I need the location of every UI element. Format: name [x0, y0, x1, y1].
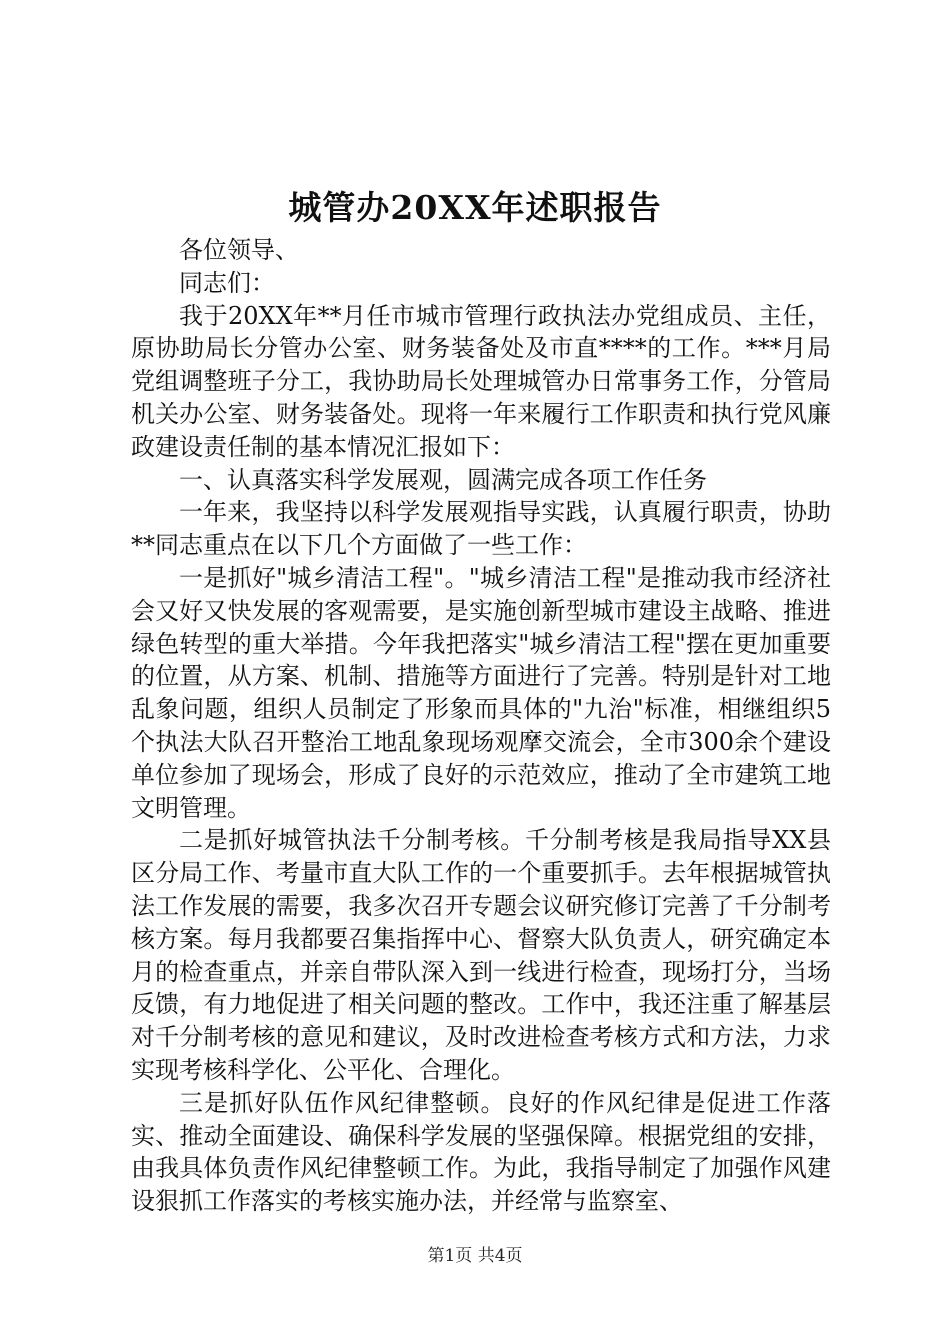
salutation-line-1: 各位领导、 — [179, 236, 299, 264]
intro-paragraph: 我于20XX年**月任市城市管理行政执法办党组成员、主任，原协助局长分管办公室、财务装备处及市直****的工作。***月局党组调整班子分工，我协助局长处理城管办日常事务工作，分管局机关办公室、财务装备处。现将一年来履行工作职责和执行党风廉政建设责任制的基本情况汇报如下： — [131, 301, 831, 461]
section-intro-paragraph: 一年来，我坚持以科学发展观指导实践，认真履行职责，协助**同志重点在以下几个方面做了一些工作： — [131, 498, 831, 560]
point-three-paragraph: 三是抓好队伍作风纪律整顿。良好的作风纪律是促进工作落实、推动全面建设、确保科学发展的坚强保障。根据党组的安排，由我具体负责作风纪律整顿工作。为此，我指导制定了加强作风建设狠抓工作落实的考核实施办法，并经常与监察室、 — [131, 1088, 831, 1216]
section-heading: 一、认真落实科学发展观，圆满完成各项工作任务 — [179, 465, 707, 494]
point-two-paragraph: 二是抓好城管执法千分制考核。千分制考核是我局指导XX县区分局工作、考量市直大队工作的一个重要抓手。去年根据城管执法工作发展的需要，我多次召开专题会议研究修订完善了千分制考核方案。每月我都要召集指挥中心、督察大队负责人，研究确定本月的检查重点，并亲自带队深入到一线进行检查，现场打分，当场反馈，有力地促进了相关问题的整改。工作中，我还注重了解基层对千分制考核的意见和建议，及时改进检查考核方式和方法，力求实现考核科学化、公平化、合理化。 — [131, 826, 831, 1084]
document-title: 城管办20XX年述职报告 — [288, 188, 662, 227]
salutation-line-2: 同志们： — [179, 268, 275, 297]
point-one-paragraph: 一是抓好"城乡清洁工程"。"城乡清洁工程"是推动我市经济社会又好又快发展的客观需要，是实施创新型城市建设主战略、推进绿色转型的重大举措。今年我把落实"城乡清洁工程"摆在更加重要的位置，从方案、机制、措施等方面进行了完善。特别是针对工地乱象问题，组织人员制定了形象而具体的"九治"标准，相继组织5个执法大队召开整治工地乱象现场观摩交流会，全市300余个建设单位参加了现场会，形成了良好的示范效应，推动了全市建筑工地文明管理。 — [131, 563, 831, 822]
document-body — [131, 234, 831, 1218]
page-footer: 第1页 共4页 — [427, 1246, 523, 1266]
